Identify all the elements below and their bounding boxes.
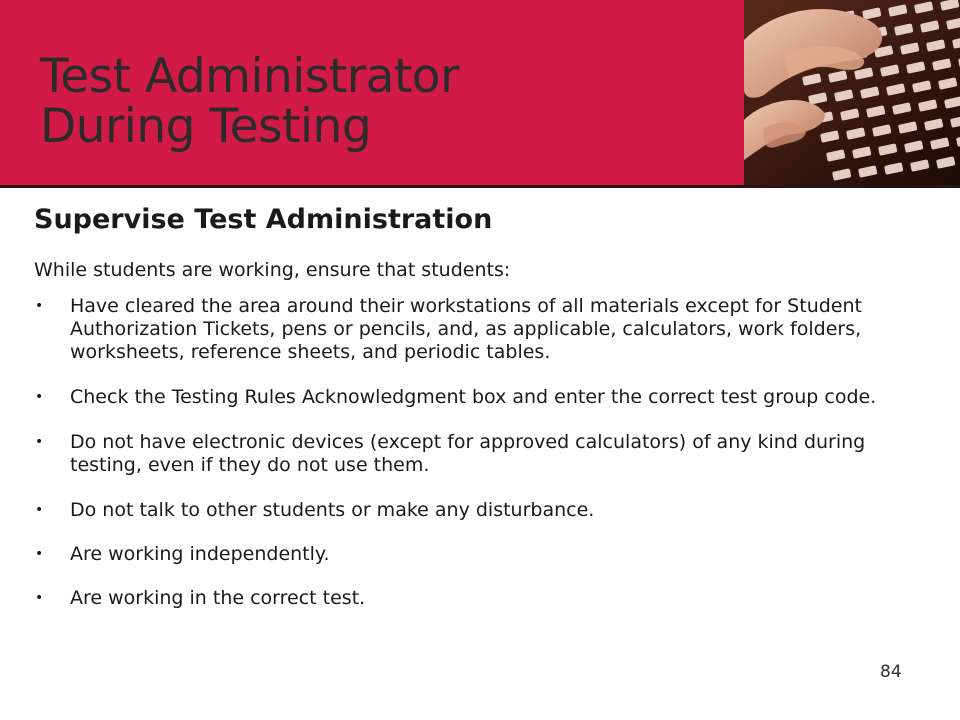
- bullet-dot: •: [35, 298, 44, 314]
- bullet-text: Do not have electronic devices (except for approved calculators) of any kind during testing, even if they do not use them.: [70, 431, 866, 476]
- bullet-item: [34, 386, 924, 409]
- bullet-dot: •: [35, 590, 44, 606]
- bullet-item: [34, 587, 924, 610]
- bullet-dot: •: [35, 434, 44, 450]
- page-number: 84: [880, 662, 902, 682]
- bullet-list: [34, 295, 924, 610]
- bullet-dot: •: [35, 502, 44, 518]
- section-heading: Supervise Test Administration: [34, 204, 493, 235]
- bullet-item: [34, 543, 924, 566]
- keyboard-illustration: [744, 0, 960, 185]
- intro-text: While students are working, ensure that students:: [34, 259, 511, 281]
- slide-title-line-1: Test Administrator: [40, 49, 459, 104]
- bullet-item: [34, 431, 924, 477]
- bullet-text: Are working independently.: [70, 543, 330, 565]
- bullet-text: Check the Testing Rules Acknowledgment box and enter the correct test group code.: [70, 386, 877, 408]
- bullet-dot: •: [35, 389, 44, 405]
- bullet-text: Do not talk to other students or make any disturbance.: [70, 499, 595, 521]
- bullet-text: Are working in the correct test.: [70, 587, 366, 609]
- bullet-item: [34, 295, 924, 364]
- bullet-dot: •: [35, 546, 44, 562]
- bullet-item: [34, 499, 924, 522]
- slide-title-line-2: During Testing: [40, 99, 372, 154]
- keyboard-hands-photo: [744, 0, 960, 185]
- slide-title: [40, 49, 459, 154]
- bullet-text: Have cleared the area around their workstations of all materials except for Student Authorization Tickets, pens or pencils, and, as applicable, calculators, work folders, worksheets, reference sheets, and periodic tables.: [70, 295, 862, 363]
- header-divider: [0, 185, 960, 188]
